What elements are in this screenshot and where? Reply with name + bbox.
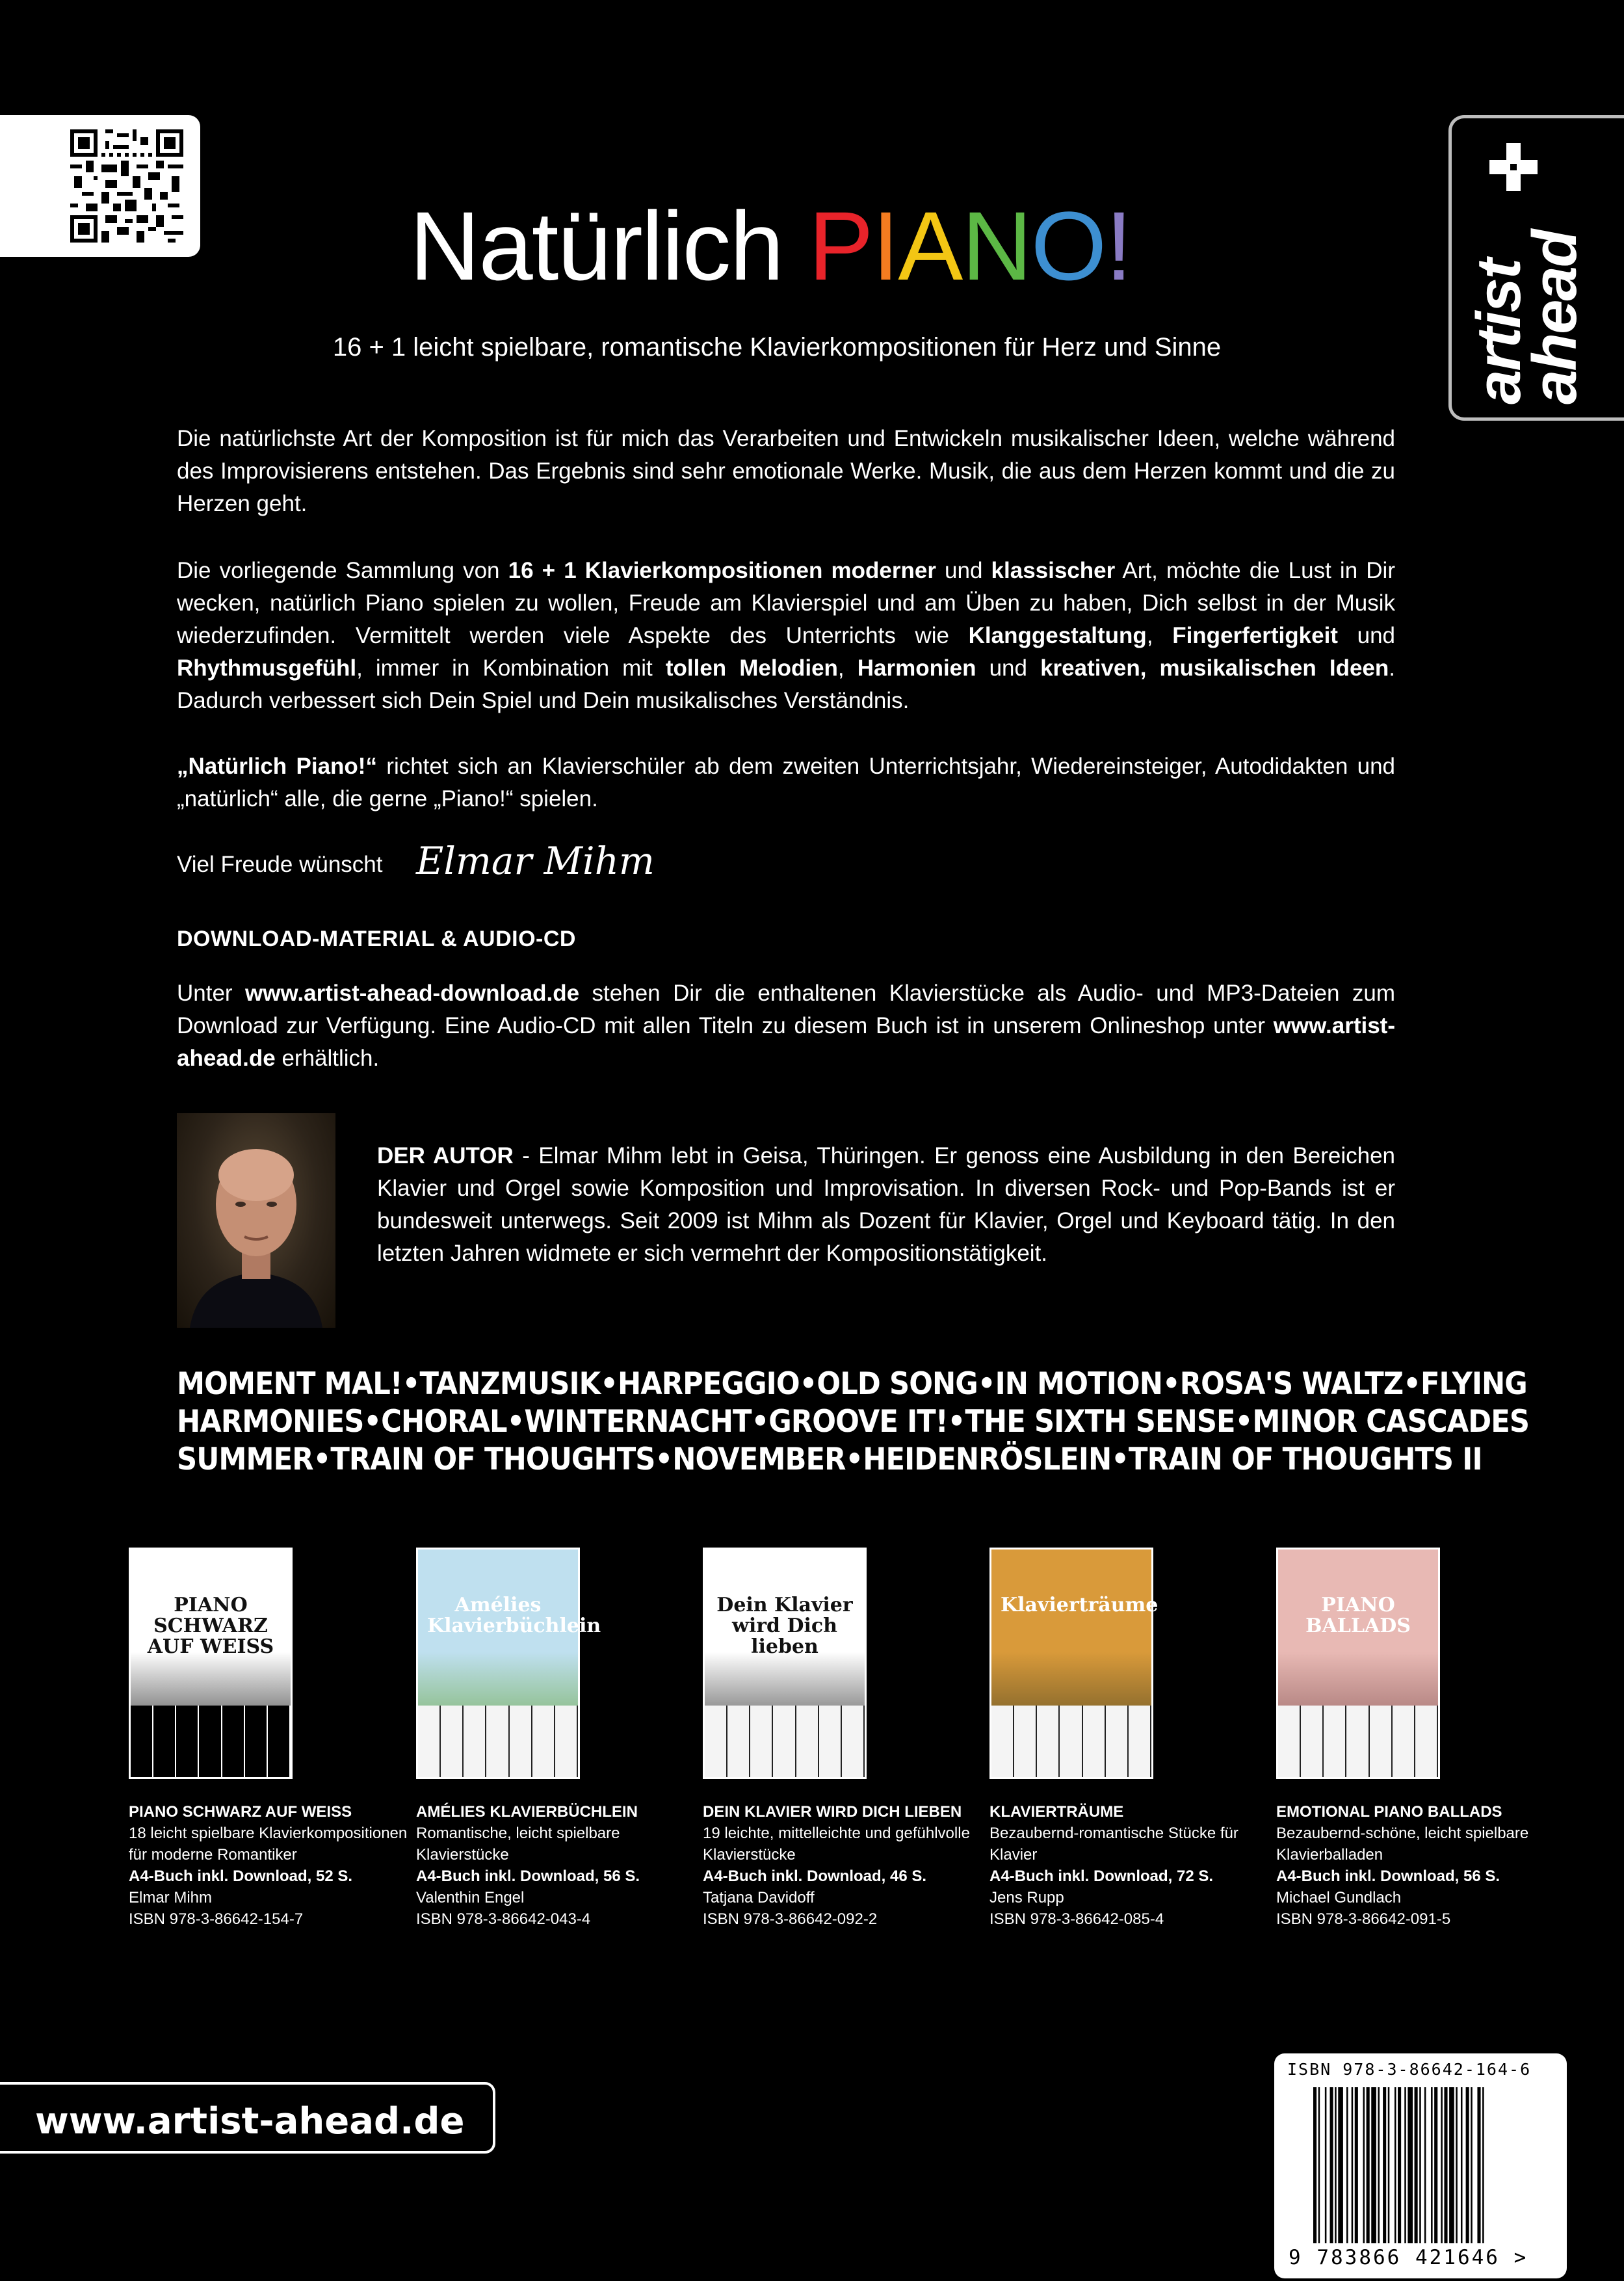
bullet-separator: • (845, 1442, 863, 1477)
book-cover-title: PIANO BALLADS (1305, 1594, 1411, 1637)
paragraph-segment: und (1337, 623, 1396, 648)
piece-title: IN MOTION (995, 1366, 1162, 1402)
book-isbn: ISBN 978-3-86642-092-2 (703, 1910, 878, 1928)
piece-title: SUMMER (177, 1442, 313, 1477)
title-letter: ! (1105, 191, 1132, 300)
title-letter: N (962, 191, 1031, 300)
title-letter: O (1030, 191, 1106, 300)
book-format: A4-Buch inkl. Download, 56 S. (1276, 1867, 1500, 1885)
book-desc: Bezaubernd-romantische Stücke für Klavier (989, 1825, 1238, 1864)
audience-paragraph (177, 750, 1395, 815)
website-link[interactable]: www.artist-ahead.de (35, 2100, 465, 2143)
book-cover-title: Dein Klavier wird Dich lieben (716, 1594, 853, 1658)
download-segment: erhältlich. (275, 1046, 380, 1071)
book-format: A4-Buch inkl. Download, 52 S. (129, 1867, 353, 1885)
piano-keys-icon (418, 1706, 578, 1777)
piece-title: HARMONIES (177, 1404, 364, 1440)
piano-keys-icon (1278, 1706, 1438, 1777)
paragraph-segment: Klanggestaltung (968, 623, 1147, 648)
book-info (703, 1801, 982, 1930)
author-portrait-icon (177, 1113, 335, 1328)
brand-line-2: ahead (1520, 230, 1590, 404)
piece-title: TRAIN OF THOUGHTS II (1128, 1442, 1482, 1477)
book-cover[interactable] (989, 1548, 1159, 1779)
book-info (416, 1801, 696, 1930)
barcode-isbn-label: ISBN 978-3-86642-164-6 (1287, 2060, 1532, 2079)
piece-title: TRAIN OF THOUGHTS (330, 1442, 655, 1477)
bullet-separator: • (1235, 1404, 1253, 1440)
book-title: AMÉLIES KLAVIERBÜCHLEIN (416, 1803, 638, 1821)
bullet-separator: • (402, 1366, 420, 1402)
author-text: - Elmar Mihm lebt in Geisa, Thüringen. Er genoss eine Ausbildung in den Bereichen Klavier und Orgel sowie Komposition und Improvisation. In diversen Rock- und Pop-Bands ist er bundesweit unterwegs. Seit 2009 ist Mihm als Dozent für Klavier, Orgel und Keyboard tätig. In den letzten Jahren widmete er sich vermehrt der Kompositionstätigkeit. (377, 1143, 1395, 1266)
piece-title: CHORAL (381, 1404, 507, 1440)
paragraph-segment: Die vorliegende Sammlung von (177, 558, 508, 583)
paragraph-segment: . Dadurch verbessert sich Dein Spiel und Dein musikalisches Verständnis. (177, 655, 1395, 713)
book-cover-title: PIANO SCHWARZ AUF WEISS (147, 1594, 274, 1658)
author-photo (177, 1113, 335, 1328)
title-letter: A (898, 191, 962, 300)
paragraph-segment: Rhythmusgefühl (177, 655, 357, 681)
paragraph-segment: klassischer (991, 558, 1116, 583)
paragraph-segment: und (976, 655, 1041, 681)
book-isbn: ISBN 978-3-86642-154-7 (129, 1910, 304, 1928)
paragraph-segment: Fingerfertigkeit (1172, 623, 1338, 648)
piece-titles (177, 1365, 1530, 1479)
audience-text: richtet sich an Klavierschüler ab dem zweiten Unterrichtsjahr, Wiedereinsteiger, Autodidakten und „natürlich“ alle, die gerne „Piano!“ spielen. (177, 754, 1395, 811)
book-author: Elmar Mihm (129, 1889, 213, 1906)
book-title: EMOTIONAL PIANO BALLADS (1276, 1803, 1502, 1821)
book-title: PIANO SCHWARZ AUF WEISS (129, 1803, 352, 1821)
book-card[interactable] (129, 1548, 408, 1930)
audience-title: „Natürlich Piano!“ (177, 754, 377, 779)
brand-line-1: artist (1464, 259, 1534, 404)
download-segment: stehen Dir die enthaltenen Klavierstücke als Audio- und MP3-Dateien zum Download zur Verfügung. Eine Audio-CD mit allen Titeln zu diesem Buch ist in unserem Onlineshop unter (177, 981, 1395, 1038)
piece-titles-row (177, 1441, 1482, 1479)
download-segment: www.artist-ahead.de (177, 1013, 1395, 1071)
paragraph-segment: kreativen, musikalischen Ideen (1040, 655, 1389, 681)
paragraph-segment: , immer in Kombination mit (356, 655, 666, 681)
book-author: Valenthin Engel (416, 1889, 525, 1906)
title-piano-word (809, 191, 1132, 300)
book-isbn: ISBN 978-3-86642-043-4 (416, 1910, 591, 1928)
bullet-separator: • (751, 1404, 769, 1440)
book-cover[interactable] (703, 1548, 867, 1779)
book-info (989, 1801, 1269, 1930)
book-format: A4-Buch inkl. Download, 46 S. (703, 1867, 927, 1885)
book-cover-title: Amélies Klavierbüchlein (427, 1594, 601, 1637)
piece-title: OLD SONG (817, 1366, 978, 1402)
book-desc: Bezaubernd-schöne, leicht spielbare Klavierballaden (1276, 1825, 1529, 1864)
book-author: Michael Gundlach (1276, 1889, 1402, 1906)
book-title: KLAVIERTRÄUME (989, 1803, 1124, 1821)
book-cover[interactable] (129, 1548, 293, 1779)
book-author: Jens Rupp (989, 1889, 1064, 1906)
bullet-separator: • (947, 1404, 965, 1440)
bullet-separator: • (655, 1442, 673, 1477)
paragraph-segment: 16 + 1 Klavierkompositionen moderner (508, 558, 936, 583)
bullet-separator: • (799, 1366, 817, 1402)
piece-title: THE SIXTH SENSE (965, 1404, 1235, 1440)
book-cover[interactable] (1276, 1548, 1440, 1779)
greeting: Viel Freude wünscht (177, 852, 383, 877)
book-isbn: ISBN 978-3-86642-091-5 (1276, 1910, 1451, 1928)
book-title: DEIN KLAVIER WIRD DICH LIEBEN (703, 1803, 962, 1821)
piece-title: MINOR CASCADES (1252, 1404, 1530, 1440)
piano-keys-icon (131, 1706, 291, 1777)
paragraph-segment: Art, möchte die Lust in Dir wecken, natürlich Piano spielen zu wollen, Freude am Klavierspiel und am Üben zu haben, Dich selbst in der Musik wiederzufinden. Vermittelt werden viele Aspekte des Unterrichts wie (177, 558, 1395, 648)
bullet-separator: • (977, 1366, 995, 1402)
paragraph-segment: und (936, 558, 991, 583)
barcode-digits: 9 783866 421646 > (1289, 2246, 1528, 2269)
piece-title: ROSA'S WALTZ (1179, 1366, 1404, 1402)
piece-titles-row (177, 1403, 1530, 1441)
piece-title: MOMENT MAL! (177, 1366, 402, 1402)
title-letter: I (872, 191, 898, 300)
piece-title: TANZMUSIK (419, 1366, 601, 1402)
barcode (1274, 2053, 1567, 2278)
book-cover-title: Klavierträume (1001, 1594, 1159, 1616)
download-paragraph (177, 977, 1395, 1075)
book-info (1276, 1801, 1556, 1930)
piece-title: WINTERNACHT (524, 1404, 752, 1440)
download-heading: DOWNLOAD-MATERIAL & AUDIO-CD (177, 927, 576, 951)
page-subtitle: 16 + 1 leicht spielbare, romantische Klavierkompositionen für Herz und Sinne (332, 333, 1222, 362)
download-segment: Unter (177, 981, 246, 1006)
bullet-separator: • (1162, 1366, 1180, 1402)
author-bio (377, 1140, 1395, 1270)
piece-title: FLYING (1420, 1366, 1527, 1402)
book-author: Tatjana Davidoff (703, 1889, 815, 1906)
piano-keys-icon (991, 1706, 1151, 1777)
book-isbn: ISBN 978-3-86642-085-4 (989, 1910, 1164, 1928)
download-segment: www.artist-ahead-download.de (245, 981, 580, 1006)
book-desc: 18 leicht spielbare Klavierkompositionen für moderne Romantiker (129, 1825, 408, 1864)
bullet-separator: • (363, 1404, 382, 1440)
signature: Elmar Mihm (416, 839, 655, 883)
page-title (0, 187, 1541, 304)
website-badge[interactable] (0, 2082, 495, 2154)
book-info (129, 1801, 408, 1930)
intro-paragraph: Die natürlichste Art der Komposition ist für mich das Verarbeiten und Entwickeln musikalischer Ideen, welche während des Improvisierens entstehen. Das Ergebnis sind sehr emotionale Werke. Musik, die aus dem Herzen kommt und die zu Herzen geht. (177, 426, 1395, 516)
paragraph-segment: , (837, 655, 858, 681)
piece-titles-row (177, 1365, 1527, 1403)
bullet-separator: • (600, 1366, 618, 1402)
piece-title: HARPEGGIO (617, 1366, 800, 1402)
piece-title: GROOVE IT! (768, 1404, 948, 1440)
paragraph-segment: , (1146, 623, 1173, 648)
book-desc: Romantische, leicht spielbare Klavierstücke (416, 1825, 620, 1864)
title-letter: P (808, 191, 872, 300)
book-card[interactable] (703, 1548, 982, 1930)
paragraph-segment: tollen Melodien (665, 655, 838, 681)
book-card[interactable] (416, 1548, 696, 1930)
bullet-separator: • (313, 1442, 331, 1477)
book-card[interactable] (1276, 1548, 1556, 1930)
book-cover[interactable] (416, 1548, 601, 1779)
collection-paragraph (177, 555, 1395, 717)
book-format: A4-Buch inkl. Download, 56 S. (416, 1867, 640, 1885)
author-label: DER AUTOR (377, 1143, 514, 1168)
piece-title: HEIDENRÖSLEIN (863, 1442, 1112, 1477)
paragraph-segment: Harmonien (857, 655, 976, 681)
barcode-bars-icon (1313, 2087, 1534, 2243)
piece-title: NOVEMBER (672, 1442, 846, 1477)
piano-keys-icon (705, 1706, 865, 1777)
book-desc: 19 leichte, mittelleichte und gefühlvolle Klavierstücke (703, 1825, 970, 1864)
book-format: A4-Buch inkl. Download, 72 S. (989, 1867, 1214, 1885)
bullet-separator: • (506, 1404, 525, 1440)
bullet-separator: • (1111, 1442, 1129, 1477)
book-card[interactable] (989, 1548, 1269, 1930)
title-part-1: Natürlich (409, 191, 809, 300)
bullet-separator: • (1403, 1366, 1421, 1402)
